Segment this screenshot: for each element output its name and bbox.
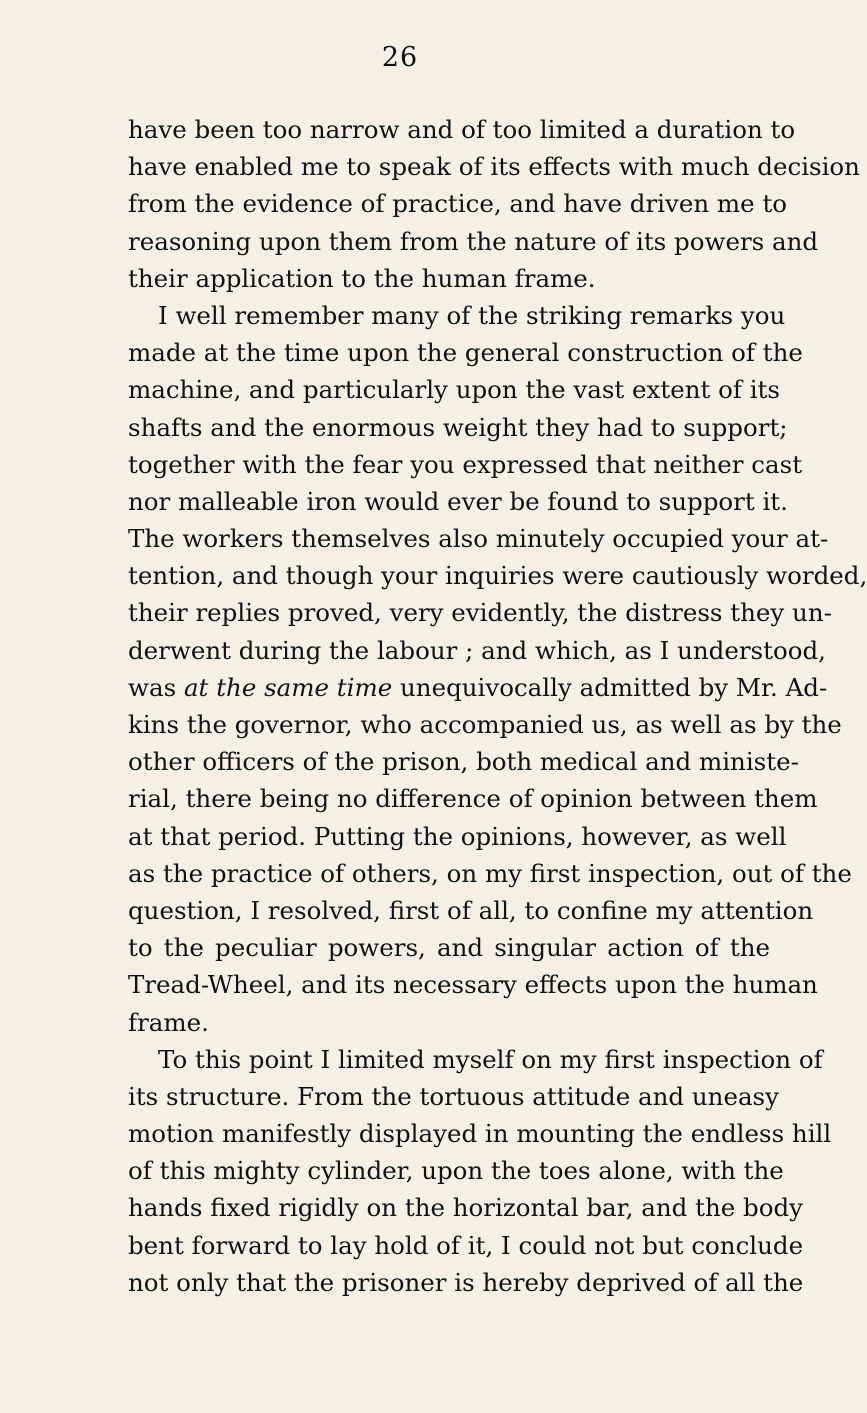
text-line: Tread-Wheel, and its necessary effects upon the human	[128, 970, 818, 1000]
text-line: I well remember many of the striking remarks you	[158, 300, 786, 330]
text-line: question, I resolved, first of all, to confine my attention	[128, 895, 814, 925]
text-line: their application to the human frame.	[128, 263, 596, 293]
text-line: frame.	[128, 1007, 209, 1037]
text-line: bent forward to lay hold of it, I could not but conclude	[128, 1230, 804, 1260]
text-line: from the evidence of practice, and have driven me to	[128, 189, 788, 219]
text-line: at that period. Putting the opinions, however, as well	[128, 821, 787, 851]
italic-phrase: at the same time	[183, 672, 393, 702]
text-line: nor malleable iron would ever be found to support it.	[128, 486, 788, 516]
text-line: machine, and particularly upon the vast extent of its	[128, 375, 780, 405]
text-line: their replies proved, very evidently, the distress they un-	[128, 598, 832, 628]
text-line: motion manifestly displayed in mounting the endless hill	[128, 1119, 832, 1149]
text-line: together with the fear you expressed that neither cast	[128, 449, 803, 479]
text-line: The workers themselves also minutely occupied your at-	[128, 524, 829, 554]
text-line: not only that the prisoner is hereby deprived of all the	[128, 1267, 804, 1297]
text-line: of this mighty cylinder, upon the toes alone, with the	[128, 1156, 784, 1186]
page-number: 26	[381, 42, 419, 73]
body-text	[128, 111, 867, 1301]
text-line: shafts and the enormous weight they had to support;	[128, 412, 788, 442]
text-line: To this point I limited myself on my first inspection of	[158, 1044, 823, 1074]
text-line: have enabled me to speak of its effects with much decision	[128, 152, 860, 182]
text-line: kins the governor, who accompanied us, as well as by the	[128, 710, 842, 739]
text-line: made at the time upon the general construction of the	[128, 338, 803, 368]
text-line: to the peculiar powers, and singular action of the	[128, 933, 770, 963]
text-line: derwent during the labour ; and which, as I understood,	[128, 635, 826, 665]
text-line: have been too narrow and of too limited a duration to	[128, 115, 796, 144]
text-segment: was	[128, 672, 184, 702]
text-segment: unequivocally admitted by Mr. Ad-	[392, 672, 828, 702]
text-line: rial, there being no difference of opinion between them	[128, 784, 818, 814]
text-line: tention, and though your inquiries were cautiously worded,	[128, 561, 867, 591]
text-line: hands fixed rigidly on the horizontal bar, and the body	[128, 1193, 803, 1223]
text-line	[128, 669, 828, 706]
text-line: its structure. From the tortuous attitude and uneasy	[128, 1081, 779, 1111]
text-line: as the practice of others, on my first inspection, out of the	[128, 858, 852, 888]
text-line: reasoning upon them from the nature of its powers and	[128, 226, 819, 256]
text-line: other officers of the prison, both medical and ministe-	[128, 747, 799, 777]
